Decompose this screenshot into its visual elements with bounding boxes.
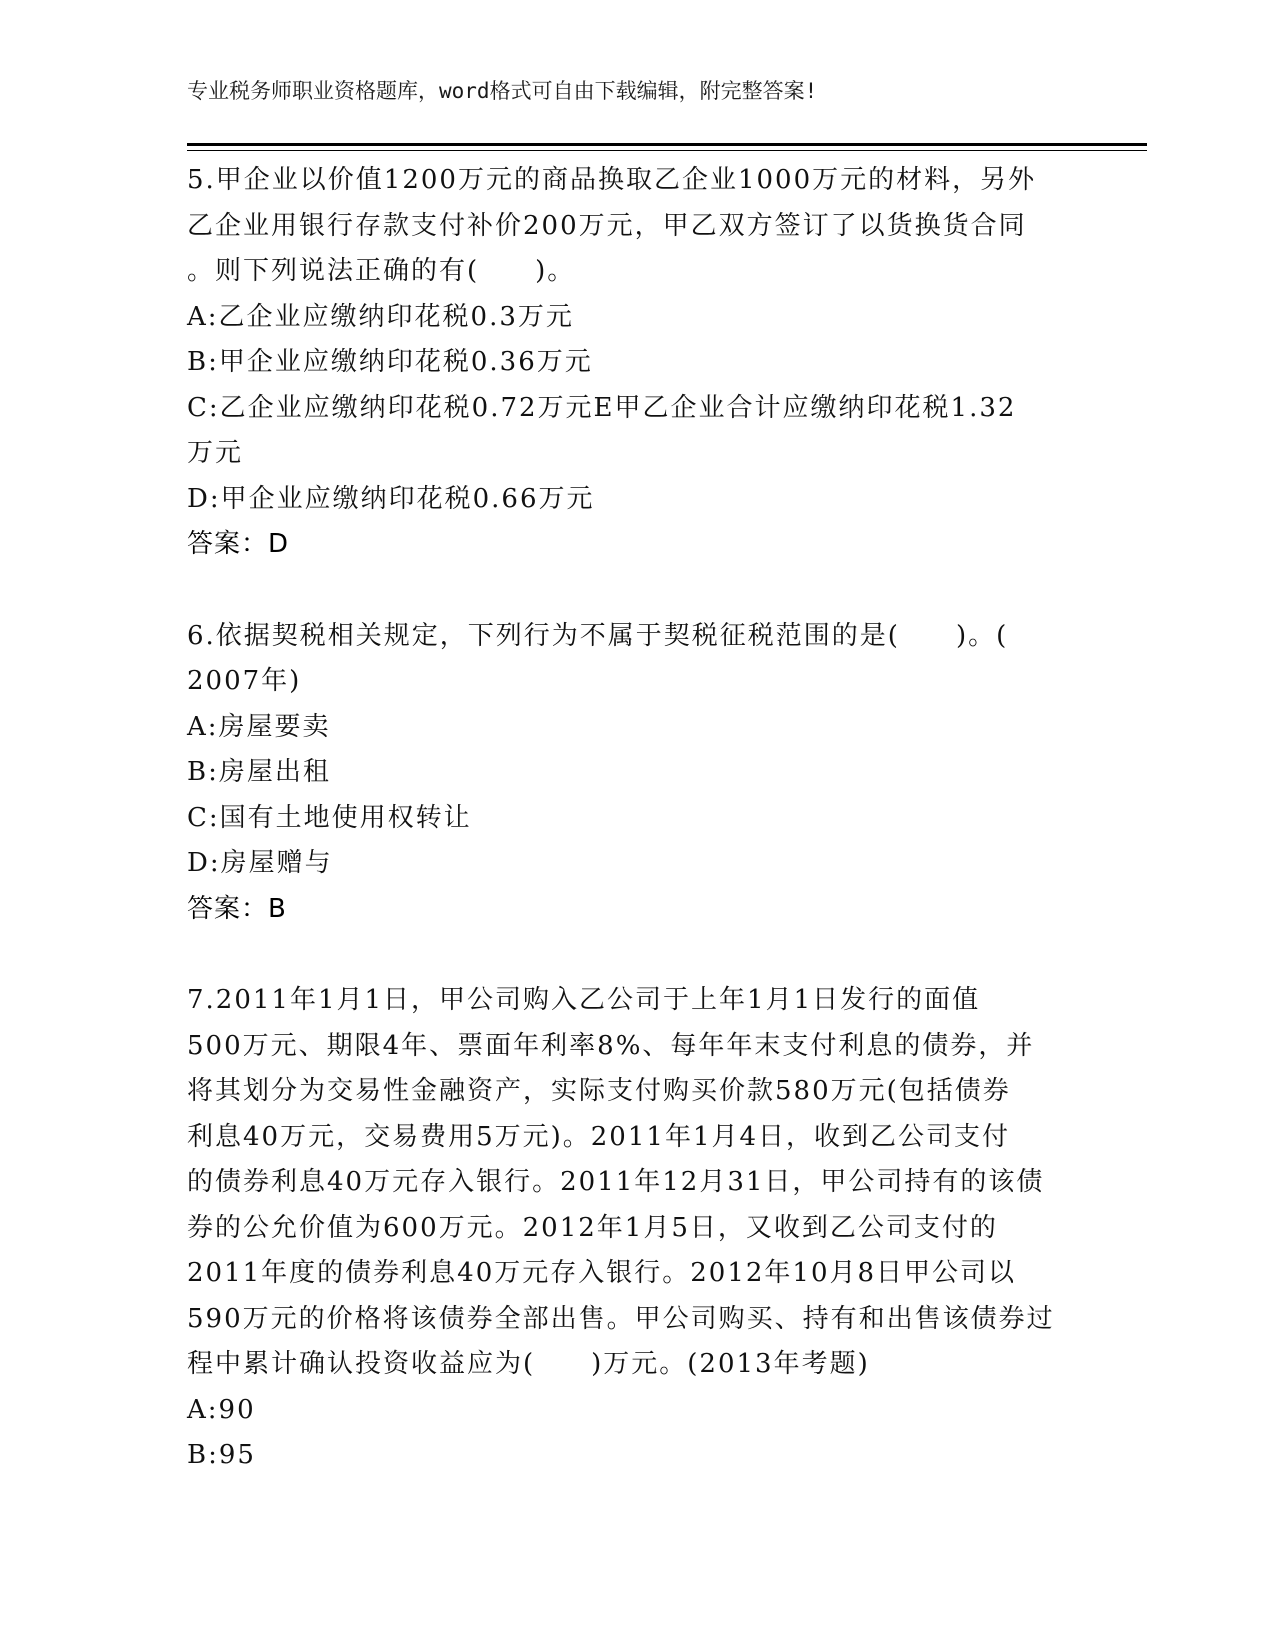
option-b: B:甲企业应缴纳印花税0.36万元	[187, 347, 593, 377]
option-c: C:国有土地使用权转让	[187, 802, 472, 833]
page-header: 专业税务师职业资格题库，word格式可自由下载编辑，附完整答案!	[187, 79, 818, 103]
question-stem-line: 7.2011年1月1日，甲公司购入乙公司于上年1月1日发行的面值	[187, 985, 981, 1015]
question-stem-line: 2011年度的债券利息40万元存入银行。2012年10月8日甲公司以	[187, 1258, 1017, 1288]
question-stem-line: 乙企业用银行存款支付补价200万元，甲乙双方签订了以货换货合同	[187, 210, 1027, 241]
question-stem-line: 6.依据契税相关规定，下列行为不属于契税征税范围的是( )。(	[187, 620, 1009, 651]
option-c: C:乙企业应缴纳印花税0.72万元E甲乙企业合计应缴纳印花税1.32	[187, 392, 1017, 423]
option-a: A:90	[187, 1394, 256, 1425]
answer-label: 答案：B	[187, 893, 287, 924]
header-divider-thick	[187, 143, 1147, 146]
question-stem-line: 券的公允价值为600万元。2012年1月5日，又收到乙公司支付的	[187, 1212, 998, 1243]
option-c-continued: 万元	[187, 438, 244, 468]
question-stem-line: 。则下列说法正确的有( )。	[187, 256, 576, 286]
spacer	[187, 932, 1087, 978]
question-stem-line: 程中累计确认投资收益应为( )万元。(2013年考题)	[187, 1349, 870, 1379]
question-stem-line: 590万元的价格将该债券全部出售。甲公司购买、持有和出售该债券过	[187, 1303, 1055, 1334]
question-6	[187, 614, 1087, 933]
option-b: B:95	[187, 1440, 256, 1470]
question-7	[187, 978, 1087, 1479]
question-stem-line: 的债券利息40万元存入银行。2011年12月31日，甲公司持有的该债	[187, 1167, 1045, 1197]
question-5	[187, 158, 1087, 568]
question-stem-line: 2007年)	[187, 666, 302, 696]
option-a: A:房屋要卖	[187, 711, 331, 742]
question-stem-line: 利息40万元，交易费用5万元)。2011年1月4日，收到乙公司支付	[187, 1121, 1011, 1152]
option-d: D:房屋赠与	[187, 848, 333, 878]
header-divider-thin	[187, 150, 1147, 151]
question-stem-line: 5.甲企业以价值1200万元的商品换取乙企业1000万元的材料，另外	[187, 165, 1037, 195]
answer-label: 答案：D	[187, 529, 290, 559]
question-stem-line: 将其划分为交易性金融资产，实际支付购买价款580万元(包括债券	[187, 1076, 1011, 1106]
spacer	[187, 568, 1087, 614]
question-list	[187, 158, 1087, 1479]
question-stem-line: 500万元、期限4年、票面年利率8%、每年年末支付利息的债券，并	[187, 1030, 1035, 1061]
option-d: D:甲企业应缴纳印花税0.66万元	[187, 483, 595, 514]
option-b: B:房屋出租	[187, 757, 331, 787]
option-a: A:乙企业应缴纳印花税0.3万元	[187, 301, 574, 332]
